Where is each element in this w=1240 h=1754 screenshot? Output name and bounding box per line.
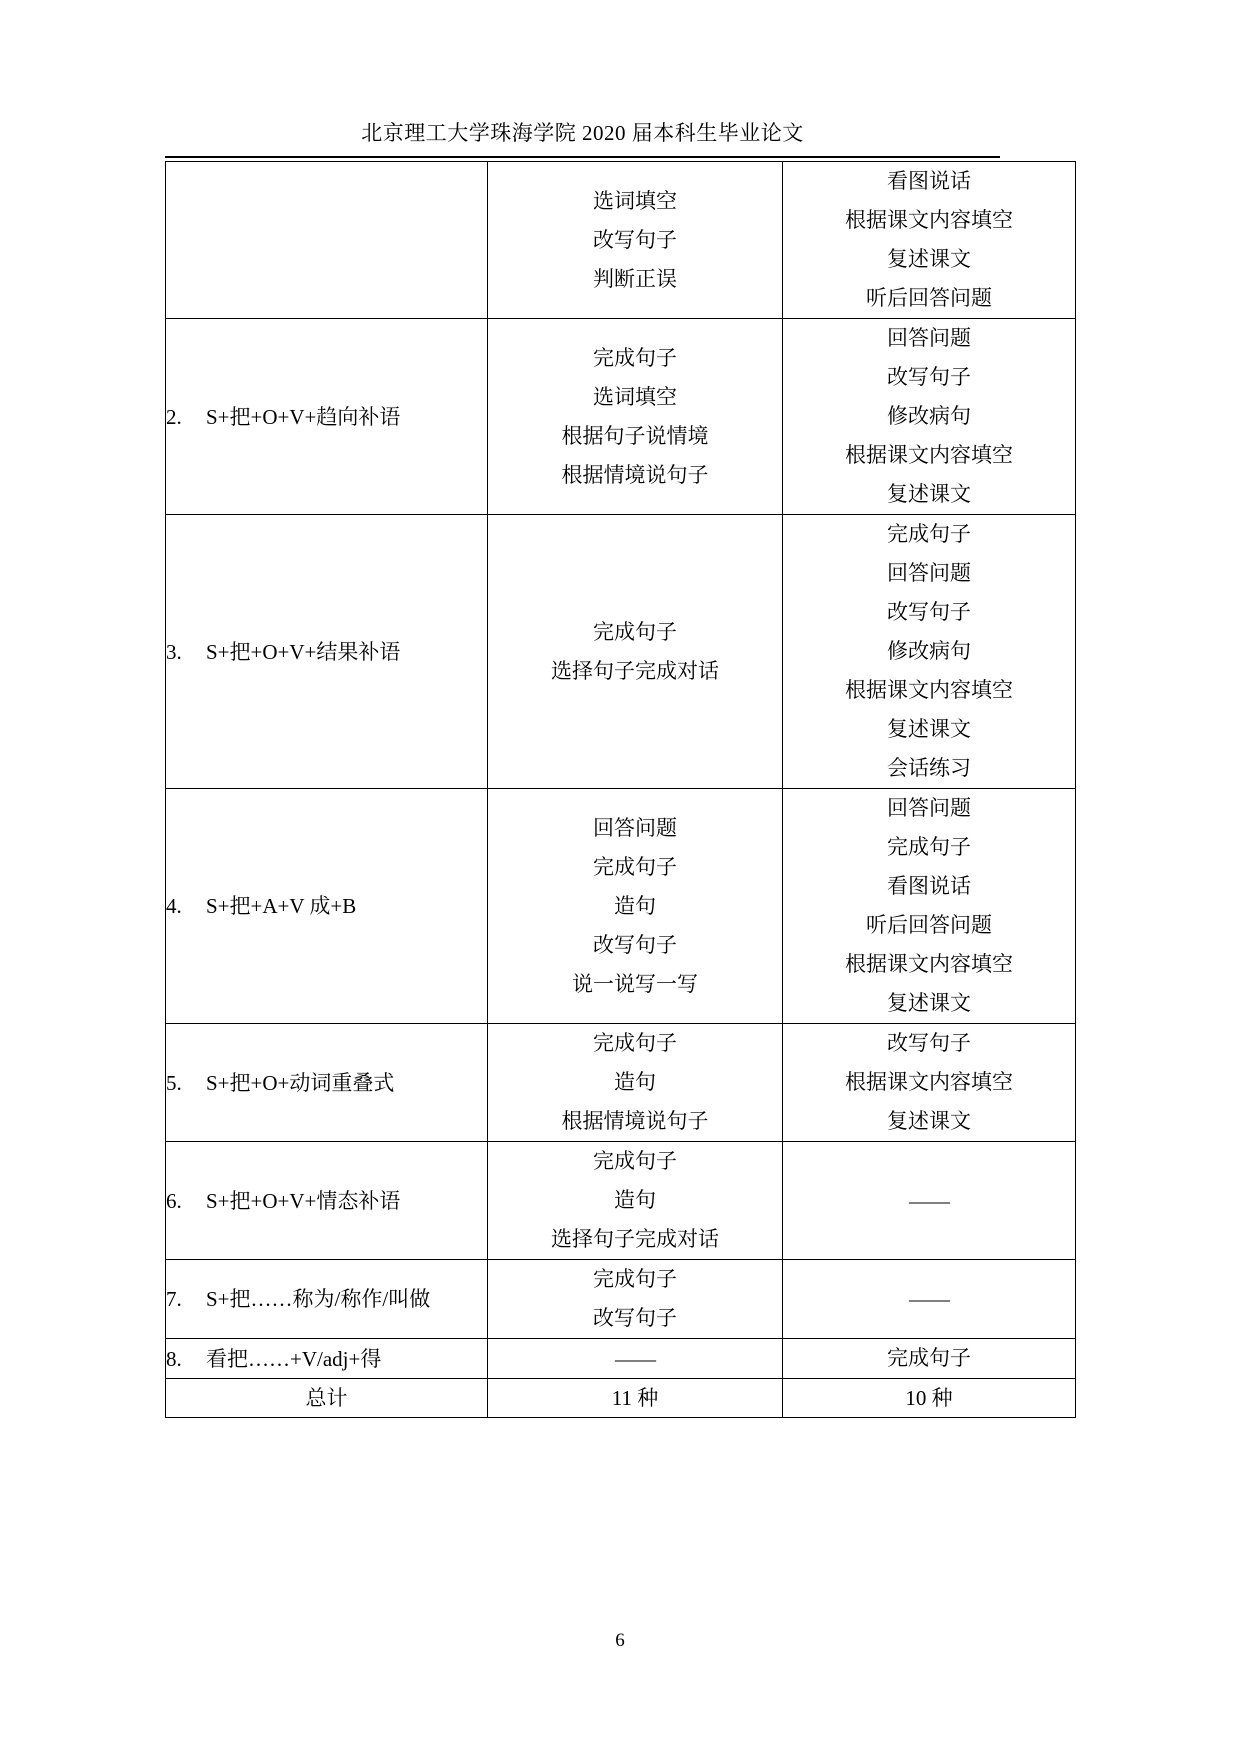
table-body [166,162,1076,1418]
exercise-type: 完成句子 [887,835,971,859]
table-cell-pattern-label [166,1339,488,1379]
table-row [166,1142,1076,1260]
exercise-type: 改写句子 [593,932,677,957]
exercise-type: 复述课文 [887,247,971,271]
table-cell-pattern-label [166,515,488,789]
exercise-type: 复述课文 [887,482,971,506]
exercise-type: 根据句子说情境 [561,423,709,448]
exercise-type: 根据课文内容填空 [845,678,1013,702]
pattern-text: S+把+O+V+趋向补语 [206,404,401,429]
table-cell-exercise-list [783,789,1076,1024]
exercise-type: 听后回答问题 [866,913,992,937]
exercise-type: 听后回答问题 [866,286,992,310]
exercise-type: —— [909,1188,949,1213]
exercise-type: 完成句子 [593,619,677,644]
exercise-type: 造句 [614,893,656,918]
table-cell-pattern-label [166,1142,488,1260]
table-cell-exercise-list [783,1024,1076,1142]
exercise-type: 复述课文 [887,717,971,741]
pattern-text: S+把+O+V+情态补语 [206,1188,401,1213]
exercise-type: 完成句子 [593,1267,677,1291]
table-cell-exercise-list [488,1024,783,1142]
exercise-type: 造句 [614,1070,656,1094]
exercise-type: 看图说话 [887,874,971,898]
table-cell-exercise-list [488,515,783,789]
table-cell-exercise-list [488,162,783,319]
table-row [166,1024,1076,1142]
exercise-type: 判断正误 [593,266,677,291]
exercise-type: 根据情境说句子 [561,1109,709,1133]
table-cell-pattern-label [166,1260,488,1339]
table-cell-exercise-list [783,1339,1076,1379]
pattern-number: 6. [166,1188,182,1213]
exercise-type: 完成句子 [887,522,971,546]
table-cell-none [488,1339,783,1379]
table-row [166,1260,1076,1339]
table-cell-none [783,1142,1076,1260]
exercise-type: 完成句子 [593,1149,677,1173]
table-cell-none [783,1260,1076,1339]
exercise-type: 改写句子 [887,600,971,624]
exercise-type: 修改病句 [887,404,971,428]
table-row [166,319,1076,515]
table-cell-pattern-label [166,1024,488,1142]
total-col2: 11 种 [488,1379,783,1418]
pattern-text: S+把+O+动词重叠式 [206,1070,395,1095]
total-label: 总计 [166,1379,488,1418]
grammar-pattern-table [165,161,1076,1418]
exercise-type: 根据课文内容填空 [845,208,1013,232]
exercise-type: 改写句子 [887,1031,971,1055]
pattern-text: 看把……+V/adj+得 [206,1346,382,1371]
page-number: 6 [615,1630,625,1651]
exercise-type: 回答问题 [593,815,677,840]
table-row [166,1339,1076,1379]
table-row [166,515,1076,789]
exercise-type: 修改病句 [887,639,971,663]
exercise-type: 根据课文内容填空 [845,443,1013,467]
table-cell-exercise-list [488,319,783,515]
exercise-type: 选择句子完成对话 [551,1227,719,1251]
table-cell-exercise-list [783,319,1076,515]
exercise-type: 回答问题 [887,796,971,820]
exercise-type: 选择句子完成对话 [551,658,719,683]
exercise-type: 会话练习 [887,756,971,780]
exercise-type: 造句 [614,1188,656,1212]
exercise-type: 根据情境说句子 [561,462,709,487]
exercise-type: 改写句子 [593,1306,677,1330]
table-cell-exercise-list [783,515,1076,789]
total-col3: 10 种 [783,1379,1076,1418]
pattern-number: 3. [166,639,182,664]
exercise-type: —— [615,1346,655,1371]
pattern-number: 8. [166,1346,182,1371]
table-cell-exercise-list [488,1260,783,1339]
exercise-type: 选词填空 [593,188,677,213]
exercise-type: 回答问题 [887,561,971,585]
table-cell-exercise-list [488,789,783,1024]
table-container [165,161,1075,1418]
exercise-type: 完成句子 [887,1346,971,1370]
exercise-type: 复述课文 [887,1109,971,1133]
table-cell-exercise-list [783,162,1076,319]
table-cell-pattern-label [166,789,488,1024]
table-row-total [166,1379,1076,1418]
exercise-type: 完成句子 [593,345,677,370]
exercise-type: 回答问题 [887,326,971,350]
table-cell-pattern-label [166,319,488,515]
running-header: 北京理工大学珠海学院 2020 届本科生毕业论文 [361,121,804,145]
pattern-text: S+把+A+V 成+B [206,894,357,918]
exercise-type: 说一说写一写 [572,971,698,996]
exercise-type: 完成句子 [593,854,677,879]
pattern-number: 5. [166,1070,182,1095]
exercise-type: 完成句子 [593,1031,677,1055]
table-cell-exercise-list [488,1142,783,1260]
table-cell-pattern-label [166,162,488,319]
exercise-type: 根据课文内容填空 [845,952,1013,976]
exercise-type: 看图说话 [887,169,971,193]
exercise-type: 根据课文内容填空 [845,1070,1013,1094]
table-row [166,162,1076,319]
header-rule [165,156,1000,158]
pattern-number: 7. [166,1287,182,1311]
exercise-type: 选词填空 [593,384,677,409]
exercise-type: 复述课文 [887,991,971,1015]
pattern-number: 4. [166,894,182,918]
table-row [166,789,1076,1024]
pattern-number: 2. [166,404,182,429]
exercise-type: 改写句子 [593,227,677,252]
pattern-text: S+把+O+V+结果补语 [206,639,401,664]
pattern-text: S+把……称为/称作/叫做 [206,1287,431,1311]
exercise-type: —— [909,1287,949,1311]
exercise-type: 改写句子 [887,365,971,389]
